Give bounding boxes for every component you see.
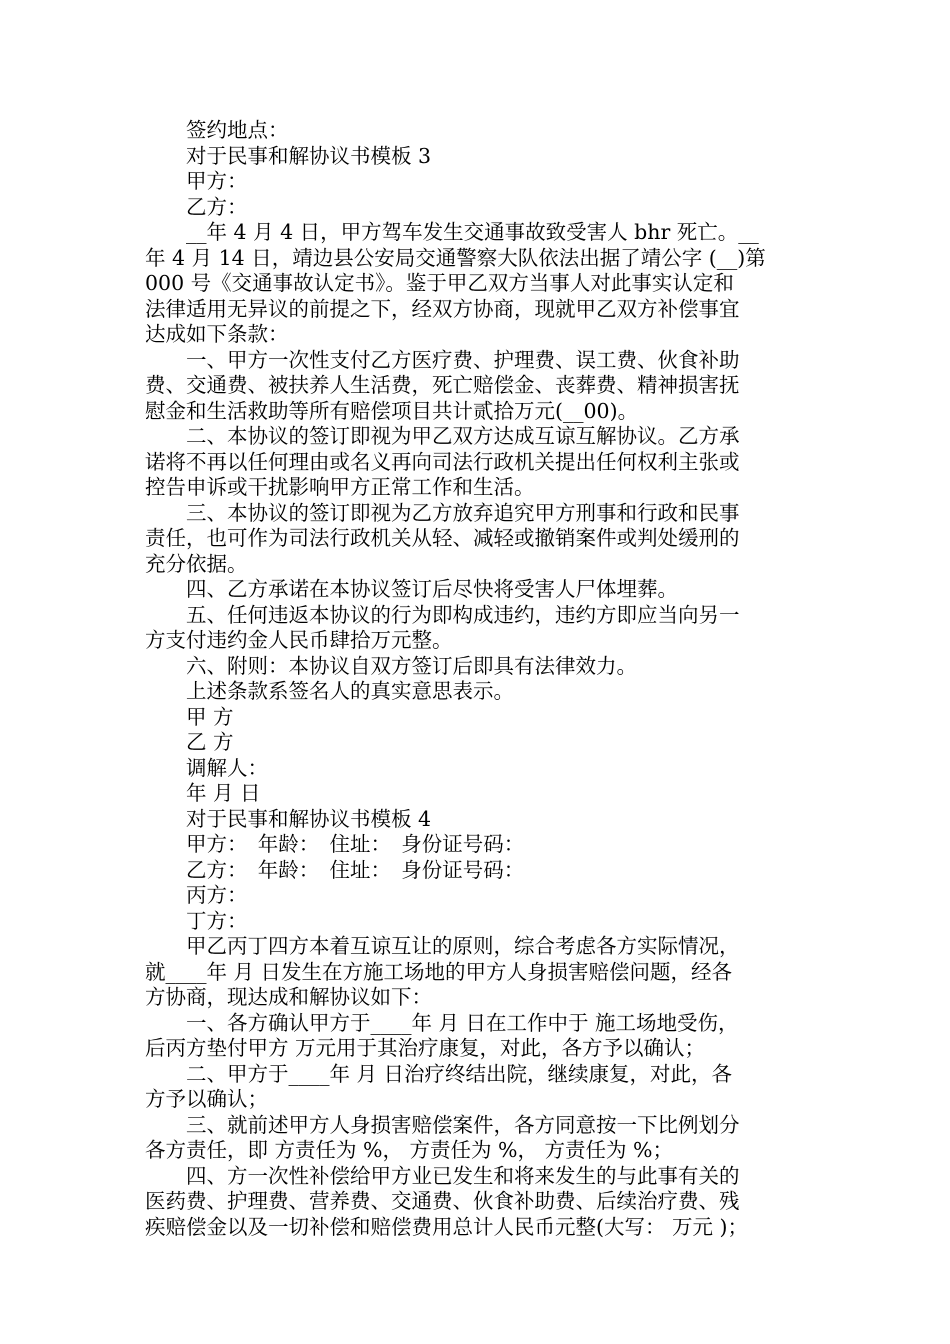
clause-line: 四、乙方承诺在本协议签订后尽快将受害人尸体埋葬。 xyxy=(145,577,678,601)
clause-line: 三、本协议的签订即视为乙方放弃追究甲方刑事和行政和民事 xyxy=(145,500,740,525)
clause-line: 一、甲方一次性支付乙方医疗费、护理费、误工费、伙食补助 xyxy=(145,347,740,372)
text-line: 方协商，现达成和解协议如下： xyxy=(145,985,432,1009)
text-line: 达成如下条款： xyxy=(145,322,289,346)
text-line: 医药费、护理费、营养费、交通费、伙食补助费、后续治疗费、残 xyxy=(145,1189,740,1213)
text-line: 慰金和生活救助等所有赔偿项目共计贰拾万元(__00)。 xyxy=(145,398,639,423)
text-line: 责任，也可作为司法行政机关从轻、减轻或撤销案件或判处缓刑的 xyxy=(145,526,740,550)
text-line: 法律适用无异议的前提之下，经双方协商，现就甲乙双方补偿事宜 xyxy=(145,296,740,321)
text-line: 方予以确认； xyxy=(145,1087,268,1111)
text-line: 疾赔偿金以及一切补偿和赔偿费用总计人民币元整(大写： 万元 )； xyxy=(145,1214,749,1239)
text-line: 上述条款系签名人的真实意思表示。 xyxy=(145,679,514,703)
text-line: 后丙方垫付甲方 万元用于其治疗康复，对此，各方予以确认； xyxy=(145,1036,706,1060)
signature-line: 调解人： xyxy=(145,755,268,780)
party-line: 甲方： 年龄： 住址： 身份证号码： xyxy=(145,832,525,856)
text-line: 控告申诉或干扰影响甲方正常工作和生活。 xyxy=(145,475,535,499)
text-line: 费、交通费、被扶养人生活费，死亡赔偿金、丧葬费、精神损害抚 xyxy=(145,373,740,397)
text-line: 各方责任，即 方责任为 %， 方责任为 %， 方责任为 %； xyxy=(145,1138,674,1162)
clause-line: 五、任何违返本协议的行为即构成违约，违约方即应当向另一 xyxy=(145,602,740,627)
clause-line: 二、本协议的签订即视为甲乙双方达成互谅互解协议。乙方承 xyxy=(145,424,740,448)
party-line: 乙方： 年龄： 住址： 身份证号码： xyxy=(145,857,525,882)
text-line: 诺将不再以任何理由或名义再向司法行政机关提出任何权利主张或 xyxy=(145,449,740,474)
signature-line: 甲 方 xyxy=(145,704,234,729)
party-line: 丙方： xyxy=(145,883,248,907)
text-line: 充分依据。 xyxy=(145,551,248,576)
signature-line: 乙 方 xyxy=(145,730,234,754)
date-line: 年 月 日 xyxy=(145,781,261,805)
text-line: 乙方： xyxy=(145,194,248,219)
clause-line: 一、各方确认甲方于____年 月 日在工作中于 施工场地受伤， xyxy=(145,1010,739,1035)
text-line: 方支付违约金人民币肆拾万元整。 xyxy=(145,628,453,652)
text-line: 甲方： xyxy=(145,169,248,193)
text-line: __年 4 月 4 日，甲方驾车发生交通事故致受害人 bhr 死亡。__ xyxy=(145,220,759,244)
text-line: 签约地点： xyxy=(145,118,289,142)
text-line: 就____年 月 日发生在方施工场地的甲方人身损害赔偿问题，经各 xyxy=(145,959,733,984)
party-line: 丁方： xyxy=(145,908,248,933)
section-title: 对于民事和解协议书模板 4 xyxy=(145,806,432,831)
clause-line: 四、方一次性补偿给甲方业已发生和将来发生的与此事有关的 xyxy=(145,1163,740,1188)
text-line: 年 4 月 14 日，靖边县公安局交通警察大队依法出据了靖公字 (__)第 xyxy=(145,245,766,270)
clause-line: 六、附则：本协议自双方签订后即具有法律效力。 xyxy=(145,653,637,678)
clause-line: 二、甲方于____年 月 日治疗终结出院，继续康复，对此，各 xyxy=(145,1061,733,1086)
text-line: 000 号《交通事故认定书》。鉴于甲乙双方当事人对此事实认定和 xyxy=(145,271,734,295)
text-line: 甲乙丙丁四方本着互谅互让的原则，综合考虑各方实际情况， xyxy=(145,934,740,958)
document-body xyxy=(145,118,805,1240)
clause-line: 三、就前述甲方人身损害赔偿案件，各方同意按一下比例划分 xyxy=(145,1112,740,1137)
section-title: 对于民事和解协议书模板 3 xyxy=(145,143,432,168)
